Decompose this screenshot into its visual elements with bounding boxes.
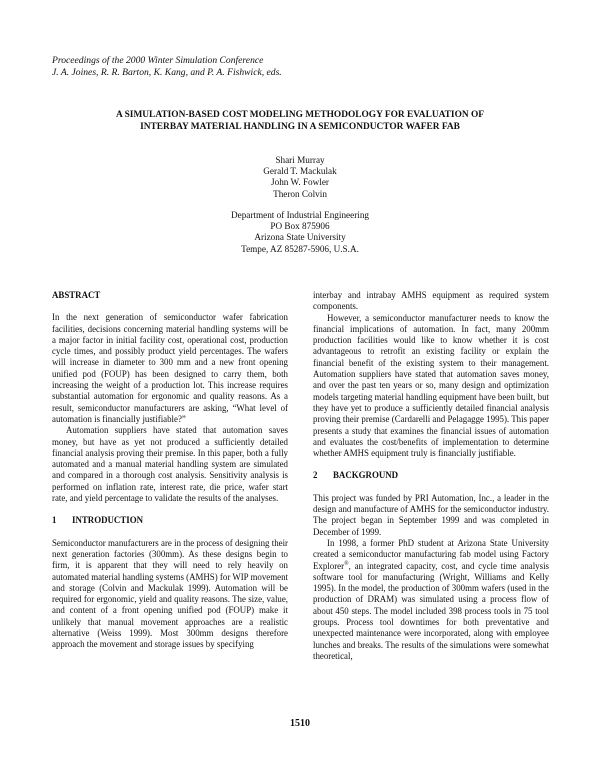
proceedings-line-2: J. A. Joines, R. R. Barton, K. Kang, and P. A. Fishwick, eds. bbox=[52, 67, 282, 78]
affiliation-line: Arizona State University bbox=[254, 232, 346, 243]
proceedings-line-1: Proceedings of the 2000 Winter Simulation Conference bbox=[52, 55, 264, 66]
section-title: INTRODUCTION bbox=[72, 515, 144, 526]
abstract-heading: ABSTRACT bbox=[52, 290, 101, 300]
background-heading bbox=[313, 470, 549, 481]
abstract-paragraph-2: Automation suppliers have stated that automation saves money, but have as yet not produced a sufficiently detailed financial analysis proving their premise. In this paper, both a fully automated and a manual material handling system are simulated and compared in a thorough cost analysis. Sensitivity analysis is performed on inflation rate, interest rate, die price, wafer start rate, and yield percentage to validate the results of the analyses. bbox=[52, 425, 288, 504]
affiliation-line: PO Box 875906 bbox=[270, 221, 330, 232]
abstract-paragraph-1: In the next generation of semiconductor wafer fabrication facilities, decisions concerning material handling systems will be a major factor in initial facility cost, operational cost, production cycle times, and possibly product yield percentages. The wafers will increase in diameter to 300 mm and a new front opening unified pod (FOUP) has been designed to carry them, both increasing the weight of a production lot. This increase requires substantial automation for ergonomic and quality reasons. As a result, semiconductor manufacturers are asking, “What level of automation is financially justifiable?” bbox=[52, 312, 288, 424]
right-column bbox=[313, 290, 549, 662]
background-paragraph-1: This project was funded by PRI Automation, Inc., a leader in the design and manufacture of AMHS for the semiconductor industry. The project began in September 1999 and was completed in December of 1999. bbox=[313, 492, 549, 537]
section-number: 1 bbox=[52, 515, 57, 526]
affiliation-line: Department of Industrial Engineering bbox=[230, 210, 370, 220]
author-list bbox=[200, 155, 400, 200]
title-line-1: A SIMULATION-BASED COST MODELING METHODOLOGY FOR EVALUATION OF bbox=[115, 110, 484, 120]
author-name: Shari Murray bbox=[275, 155, 325, 165]
author-name: Theron Colvin bbox=[273, 188, 327, 199]
proceedings-header bbox=[52, 55, 282, 79]
author-name: John W. Fowler bbox=[271, 177, 329, 188]
title-line-2: INTERBAY MATERIAL HANDLING IN A SEMICONDUCTOR WAFER FAB bbox=[140, 121, 460, 132]
background-text: In 1998, a former PhD student at Arizona State University created a semiconductor manufacturing fab model using Factory Explorer bbox=[313, 537, 549, 571]
intro-paragraph-1: Semiconductor manufacturers are in the process of designing their next generation factories (300mm). As these designs begin to firm, it is apparent that they will need to rely heavily on automated material handling systems (AMHS) for WIP movement and storage (Colvin and Mackulak 1999). Automation will be required for ergonomic, yield and quality reasons. The size, value, and content of a front opening unified pod (FOUP) make it unlikely that manual movement approaches are a realistic alternative (Weiss 1999). Most 300mm designs therefore approach the movement and storage issues by specifying bbox=[52, 537, 288, 650]
left-column bbox=[52, 290, 288, 651]
section-title: BACKGROUND bbox=[333, 470, 399, 481]
intro-paragraph-1-continued: interbay and intrabay AMHS equipment as required system components. bbox=[313, 290, 549, 312]
introduction-heading bbox=[52, 515, 288, 526]
background-paragraph-2 bbox=[313, 538, 549, 662]
affiliation-line: Tempe, AZ 85287-5906, U.S.A. bbox=[241, 243, 359, 254]
affiliation-block bbox=[170, 210, 430, 255]
author-name: Gerald T. Mackulak bbox=[263, 166, 337, 177]
registered-mark: ® bbox=[344, 560, 349, 567]
page-number: 1510 bbox=[290, 718, 310, 729]
paper-title bbox=[60, 110, 540, 133]
background-text: , an integrated capacity, cost, and cycle time analysis software tool for manufacturing (Wright, Williams and Kelly 1995). In the model, the production of 300mm wafers (used in the production of DRAM) was simulated using a process flow of about 450 steps. The model included 398 process tools in 75 tool groups. Process tool downtimes for both preventative and unexpected maintenance were incorporated, along with employee lunches and breaks. The results of the simulations were somewhat theoretical, bbox=[313, 560, 549, 661]
intro-paragraph-2: However, a semiconductor manufacturer needs to know the financial implications of automation. In fact, many 200mm production facilities would like to know whether it is cost advantageous to retrofit an existing facility or explain the financial benefit of the existing system to their management. Automation suppliers have stated that automation saves money, and over the past ten years or so, many design and optimization models targeting material handling equipment have been built, but they have yet to produce a sufficiently detailed financial analysis proving their premise (Cardarelli and Pelagagge 1995). This paper presents a study that examines the financial issues of automation and evaluates the cost/benefits of implementation to determine whether AMHS equipment truly is financially justifiable. bbox=[313, 312, 549, 459]
section-number: 2 bbox=[313, 470, 318, 481]
